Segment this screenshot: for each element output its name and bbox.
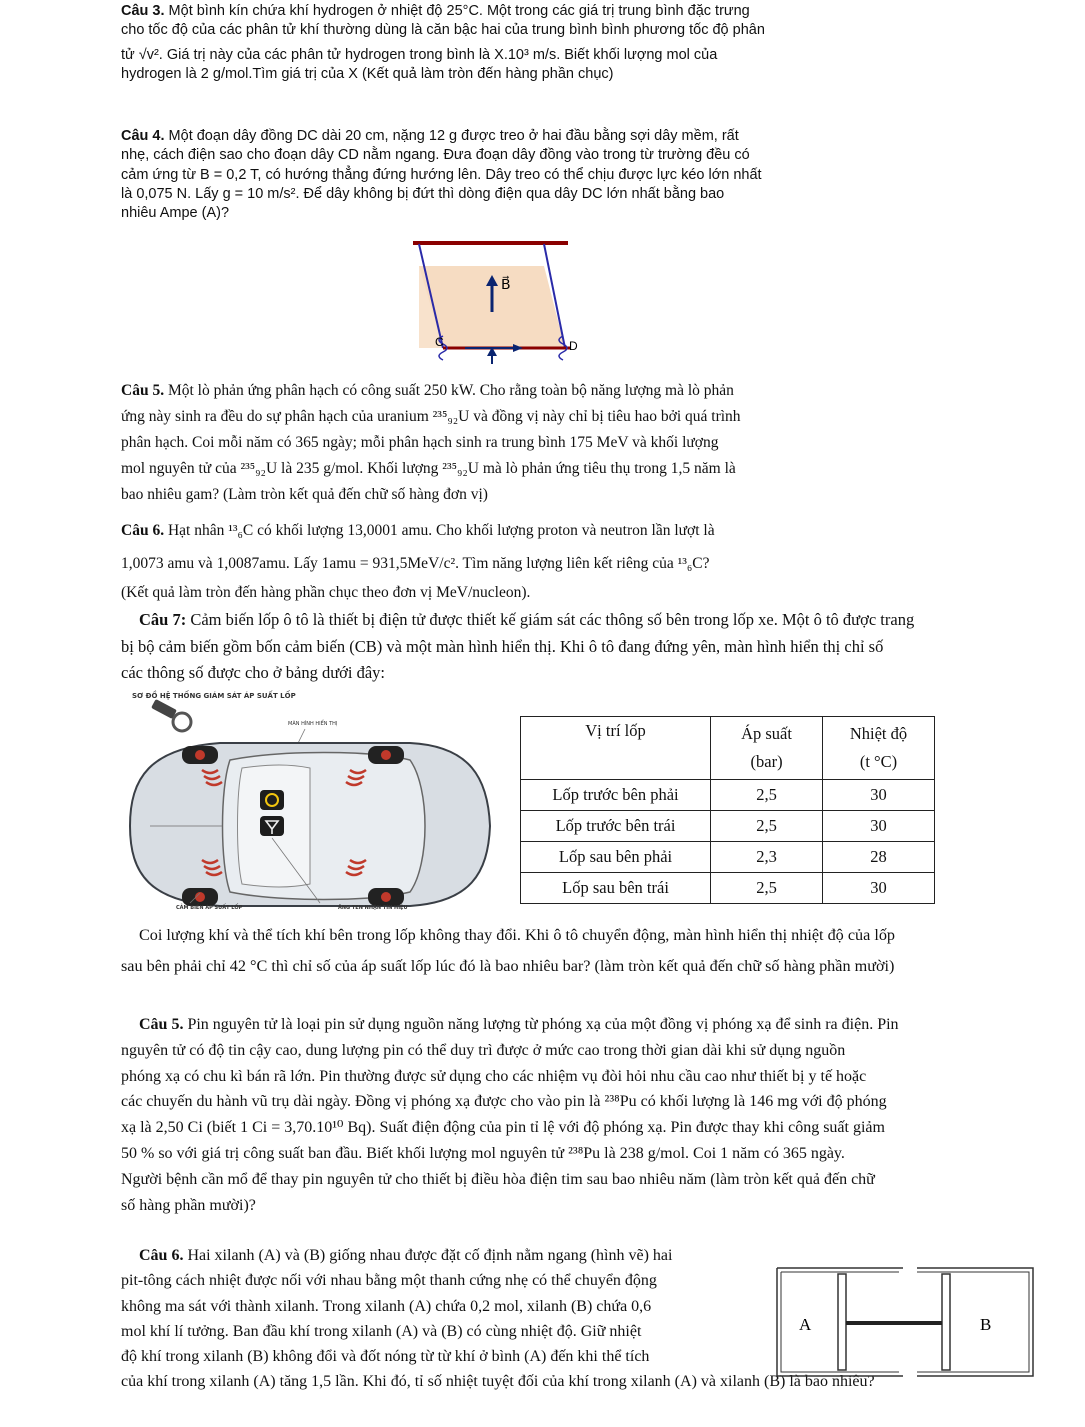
q6b-line-1: Câu 6. Hai xilanh (A) và (B) giống nhau được đặt cố định nằm ngang (hình vẽ) hai (139, 1247, 673, 1264)
q5b-line-3: phóng xạ có chu kì bán rã lớn. Pin thường được sử dụng cho các nhiệm vụ đòi hỏi nhu cầu cao như thiết bị y tế hoặc (121, 1067, 867, 1085)
q5a-line-2: ứng này sinh ra đều do sự phân hạch của uranium ²³⁵₉₂U và đồng vị này chỉ bị tiêu hao bởi quá trình (121, 408, 741, 425)
q5a-line-1: Câu 5. Một lò phản ứng phân hạch có công suất 250 kW. Cho rằng toàn bộ năng lượng mà lò phản (121, 382, 734, 399)
q5b-line-6: 50 % so với giá trị công suất ban đầu. Biết khối lượng mol nguyên tử ²³⁸Pu là 238 g/mol. Coi 1 năm có 365 ngày. (121, 1144, 845, 1162)
table-row (521, 842, 935, 873)
sensor-rr-icon (381, 892, 391, 902)
cell-pressure: 2,5 (711, 780, 823, 811)
header-temperature: Nhiệt độ (t °C) (823, 717, 935, 780)
q6b-line-6: của khí trong xilanh (A) tăng 1,5 lần. Khi đó, tỉ số nhiệt tuyệt đối của khí trong xilanh (A) và xilanh (B) là bao nhiêu? (121, 1373, 875, 1391)
q6b-line-5: độ khí trong xilanh (B) không đổi và đốt nóng từ từ khí ở bình (A) đến khi thể tích (121, 1348, 650, 1366)
question-4 (121, 127, 1081, 223)
question-6-binding-energy (121, 516, 1081, 607)
q7-after-line-2: sau bên phải chỉ 42 °C thì chỉ số của áp suất lốp lúc đó là bao nhiêu bar? (làm tròn kết quả đến chữ số hàng phần mười) (121, 957, 895, 975)
q3-line-3: tử √v². Giá trị này của các phân tử hydrogen trong bình là X.10³ m/s. Biết khối lượng mol của (121, 46, 718, 63)
d-label: D (569, 339, 578, 353)
cell-pressure: 2,5 (711, 811, 823, 842)
c-label: C (435, 335, 444, 349)
cell-pressure: 2,3 (711, 842, 823, 873)
q6a-line-2: 1,0073 amu và 1,0087amu. Lấy 1amu = 931,5MeV/c². Tìm năng lượng liên kết riêng của ¹³₆C? (121, 555, 710, 572)
sensor-fl-icon (195, 750, 205, 760)
q6a-line-1: Câu 6. Hạt nhân ¹³₆C có khối lượng 13,0001 amu. Cho khối lượng proton và neutron lần lượt là (121, 522, 715, 539)
q6b-line-4: mol khí lí tưởng. Ban đầu khí trong xilanh (A) và (B) có cùng nhiệt độ. Giữ nhiệt (121, 1322, 642, 1340)
q3-line-1: Câu 3. Một bình kín chứa khí hydrogen ở nhiệt độ 25°C. Một trong các giá trị trung bình đặc trưng (121, 3, 750, 19)
sensor-label: CẢM BIẾN ÁP SUẤT LỐP (176, 905, 243, 911)
tpms-car-diagram (110, 688, 510, 913)
q5a-line-4: mol nguyên tử của ²³⁵₉₂U là 235 g/mol. Khối lượng ²³⁵₉₂U mà lò phản ứng tiêu thụ trong 1,5 năm là (121, 460, 736, 477)
q5b-line-7: Người bệnh cần mổ để thay pin nguyên tử cho thiết bị điều hòa điện tim sau bao nhiêu năm (làm tròn kết quả đến chữ (121, 1170, 875, 1188)
q6b-line-3: không ma sát với thành xilanh. Trong xilanh (A) chứa 0,2 mol, xilanh (B) chứa 0,6 (121, 1297, 652, 1315)
cell-temperature: 30 (823, 873, 935, 904)
q5b-line-1: Câu 5. Pin nguyên tử là loại pin sử dụng nguồn năng lượng từ phóng xạ của một đồng vị phóng xạ để sinh ra điện. Pin (139, 1016, 899, 1033)
q4-line-3: cảm ứng từ B = 0,2 T, có hướng thẳng đứng hướng lên. Dây treo có thể chịu được lực kéo lớn nhất (121, 166, 762, 183)
q7-after-line-1: Coi lượng khí và thể tích khí bên trong lốp không thay đổi. Khi ô tô chuyển động, màn hình hiển thị nhiệt độ của lốp (139, 926, 896, 944)
cell-position: Lốp trước bên phải (521, 780, 711, 811)
q3-line-4: hydrogen là 2 g/mol.Tìm giá trị của X (Kết quả làm tròn đến hàng phần chục) (121, 65, 614, 82)
sensor-rl-icon (381, 750, 391, 760)
q7-line-3: các thông số được cho ở bảng dưới đây: (121, 663, 385, 682)
cell-temperature: 28 (823, 842, 935, 873)
label-b: B (980, 1315, 992, 1334)
q5a-line-3: phân hạch. Coi mỗi năm có 365 ngày; mỗi phân hạch sinh ra trung bình 175 MeV và khối lượng (121, 434, 719, 451)
b-label: B⃗ (501, 278, 511, 293)
cell-position: Lốp sau bên trái (521, 873, 711, 904)
antenna-label: ĂNG TEN NHẬN TÍN HIỆU (338, 905, 408, 911)
table-header-row (521, 717, 935, 780)
q5b-line-4: các chuyến du hành vũ trụ dài ngày. Đồng vị phóng xạ được cho vào pin là ²³⁸Pu có khối lượng là 146 mg với độ phóng (121, 1093, 887, 1111)
label-a: A (799, 1315, 812, 1334)
cylinders-figure (775, 1262, 1037, 1382)
q5b-line-5: xạ là 2,50 Ci (biết 1 Ci = 3,70.10¹⁰ Bq). Suất điện động của pin tỉ lệ với độ phóng xạ. Pin được thay khi công suất giảm (121, 1119, 885, 1137)
table-row (521, 780, 935, 811)
cell-temperature: 30 (823, 780, 935, 811)
cell-pressure: 2,5 (711, 873, 823, 904)
table-row (521, 811, 935, 842)
question-5-nuclear-battery (121, 1012, 1081, 1218)
q4-line-4: là 0,075 N. Lấy g = 10 m/s². Để dây không bị đứt thì dòng điện qua dây DC lớn nhất bằng bao (121, 185, 725, 202)
sensor-valve-icon (173, 713, 191, 731)
piston-a (838, 1274, 846, 1370)
question-5-fission (121, 378, 1081, 508)
q4-line-2: nhẹ, cách điện sao cho đoạn dây CD nằm ngang. Đưa đoạn dây đồng vào trong từ trường đều có (121, 147, 750, 164)
connecting-rod (846, 1321, 942, 1325)
cell-position: Lốp sau bên phải (521, 842, 711, 873)
header-pressure: Áp suất (bar) (711, 717, 823, 780)
q6a-line-3: (Kết quả làm tròn đến hàng phần chục theo đơn vị MeV/nucleon). (121, 584, 531, 601)
diagram-title: SƠ ĐỒ HỆ THỐNG GIÁM SÁT ÁP SUẤT LỐP (132, 692, 296, 700)
cell-position: Lốp trước bên trái (521, 811, 711, 842)
q7-line-2: bị bộ cảm biến gồm bốn cảm biến (CB) và một màn hình hiển thị. Khi ô tô đang đứng yên, màn hình hiển thị chỉ số (121, 636, 884, 656)
screen-label: MÀN HÌNH HIỂN THỊ (288, 721, 338, 727)
q5b-line-2: nguyên tử có độ tin cậy cao, dung lượng pin có thể duy trì được ở mức cao trong thời gian dài khi sử dụng nguồn (121, 1041, 846, 1059)
question-7 (121, 607, 1081, 687)
header-position: Vị trí lốp (521, 717, 711, 780)
cell-temperature: 30 (823, 811, 935, 842)
q3-line-2: cho tốc độ của các phân tử khí thường dùng là căn bậc hai của trung bình bình phương tốc độ phân (121, 22, 765, 39)
question-7-continued (121, 920, 1081, 982)
q6b-line-2: pit-tông cách nhiệt được nối với nhau bằng một thanh cứng nhẹ có thể chuyển động (121, 1272, 657, 1290)
tire-data-table (520, 716, 935, 904)
magnetic-field-wire-figure (395, 236, 595, 376)
question-3 (121, 2, 1081, 84)
q7-line-1: Câu 7: Cảm biến lốp ô tô là thiết bị điện tử được thiết kế giám sát các thông số bên trong lốp xe. Một ô tô được trang (139, 610, 915, 629)
piston-b (942, 1274, 950, 1370)
q5b-line-8: số hàng phần mười)? (121, 1196, 256, 1214)
q4-line-1: Câu 4. Một đoạn dây đồng DC dài 20 cm, nặng 12 g được treo ở hai đầu bằng sợi dây mềm, rất (121, 128, 739, 144)
q4-line-5: nhiêu Ampe (A)? (121, 205, 230, 222)
q5a-line-5: bao nhiêu gam? (Làm tròn kết quả đến chữ số hàng đơn vị) (121, 486, 488, 503)
table-row (521, 873, 935, 904)
sensor-probe (151, 699, 177, 719)
